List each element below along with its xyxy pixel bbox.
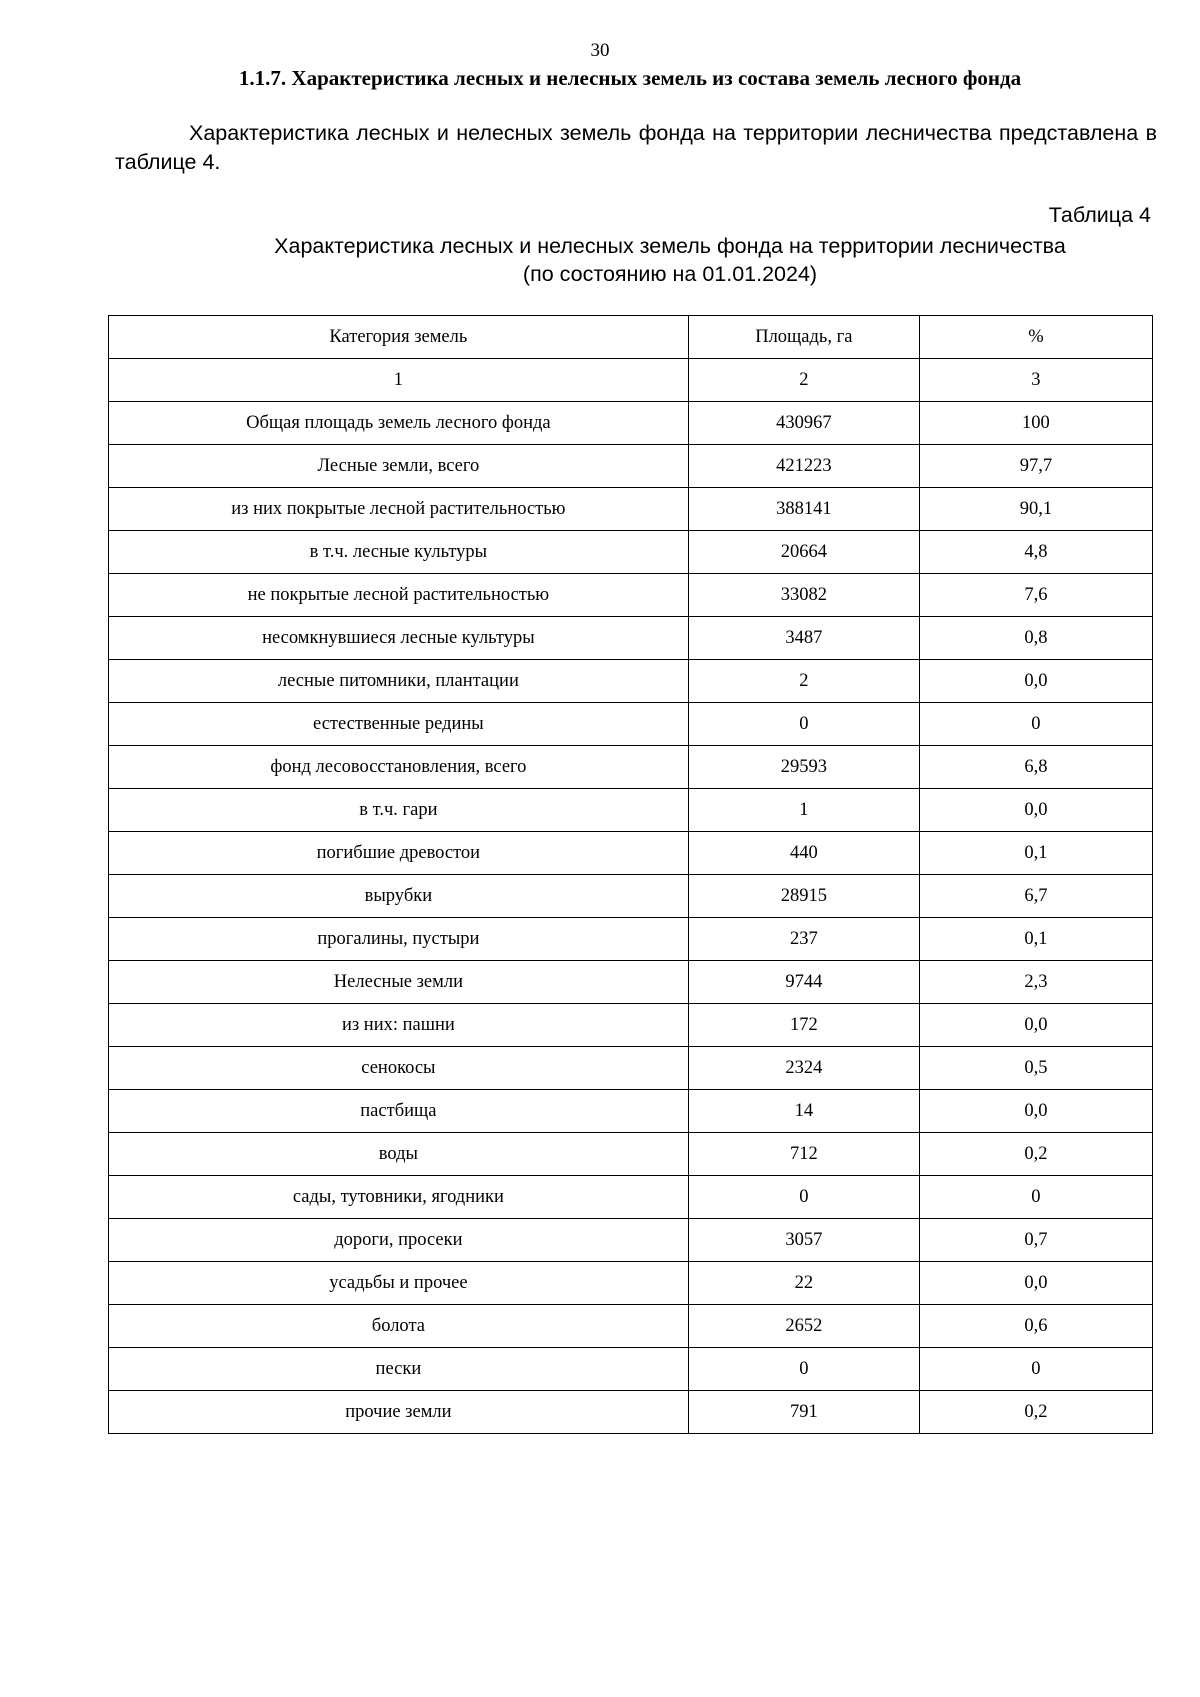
- category-cell: Нелесные земли: [109, 961, 689, 1004]
- header-area: Площадь, га: [688, 316, 919, 359]
- table-row: [109, 1391, 1153, 1434]
- percent-cell: 0,0: [919, 1090, 1152, 1133]
- table-row: [109, 746, 1153, 789]
- percent-cell: 0,6: [919, 1305, 1152, 1348]
- table-row: [109, 445, 1153, 488]
- category-cell: в т.ч. гари: [109, 789, 689, 832]
- area-cell: 421223: [688, 445, 919, 488]
- percent-cell: 0,0: [919, 660, 1152, 703]
- category-cell: болота: [109, 1305, 689, 1348]
- category-cell: дороги, просеки: [109, 1219, 689, 1262]
- percent-cell: 0,1: [919, 918, 1152, 961]
- area-cell: 9744: [688, 961, 919, 1004]
- area-cell: 22: [688, 1262, 919, 1305]
- area-cell: 172: [688, 1004, 919, 1047]
- table-row: [109, 617, 1153, 660]
- area-cell: 3487: [688, 617, 919, 660]
- table-caption-date: (по состоянию на 01.01.2024): [522, 262, 818, 286]
- area-cell: 430967: [688, 402, 919, 445]
- table-row: [109, 574, 1153, 617]
- percent-cell: 4,8: [919, 531, 1152, 574]
- area-cell: 237: [688, 918, 919, 961]
- percent-cell: 7,6: [919, 574, 1152, 617]
- area-cell: 33082: [688, 574, 919, 617]
- table-row: [109, 1176, 1153, 1219]
- table-row: [109, 1348, 1153, 1391]
- table-row: [109, 789, 1153, 832]
- percent-cell: 2,3: [919, 961, 1152, 1004]
- table-row: [109, 703, 1153, 746]
- table-row: [109, 488, 1153, 531]
- category-cell: сады, тутовники, ягодники: [109, 1176, 689, 1219]
- category-cell: несомкнувшиеся лесные культуры: [109, 617, 689, 660]
- area-cell: 0: [688, 703, 919, 746]
- table-row: [109, 1305, 1153, 1348]
- area-cell: 0: [688, 1176, 919, 1219]
- table-row: [109, 832, 1153, 875]
- percent-cell: 0: [919, 703, 1152, 746]
- category-cell: фонд лесовосстановления, всего: [109, 746, 689, 789]
- column-number: 3: [919, 359, 1152, 402]
- table-row: [109, 1090, 1153, 1133]
- area-cell: 388141: [688, 488, 919, 531]
- area-cell: 29593: [688, 746, 919, 789]
- land-category-table: [108, 315, 1153, 1434]
- category-cell: прочие земли: [109, 1391, 689, 1434]
- column-number-row: [109, 359, 1153, 402]
- percent-cell: 0,7: [919, 1219, 1152, 1262]
- area-cell: 3057: [688, 1219, 919, 1262]
- category-cell: вырубки: [109, 875, 689, 918]
- intro-paragraph: Характеристика лесных и нелесных земель фонда на территории лесничества представлена в таблице 4.: [115, 121, 1157, 174]
- area-cell: 440: [688, 832, 919, 875]
- column-number: 1: [109, 359, 689, 402]
- percent-cell: 0,2: [919, 1391, 1152, 1434]
- table-label: Таблица 4: [1048, 203, 1151, 227]
- header-category: Категория земель: [109, 316, 689, 359]
- table-header-row: [109, 316, 1153, 359]
- area-cell: 1: [688, 789, 919, 832]
- percent-cell: 6,8: [919, 746, 1152, 789]
- area-cell: 2324: [688, 1047, 919, 1090]
- table-row: [109, 1262, 1153, 1305]
- area-cell: 20664: [688, 531, 919, 574]
- table-row: [109, 402, 1153, 445]
- page-number: 30: [590, 40, 610, 61]
- category-cell: лесные питомники, плантации: [109, 660, 689, 703]
- table-row: [109, 918, 1153, 961]
- category-cell: воды: [109, 1133, 689, 1176]
- percent-cell: 0,1: [919, 832, 1152, 875]
- percent-cell: 6,7: [919, 875, 1152, 918]
- category-cell: прогалины, пустыри: [109, 918, 689, 961]
- category-cell: из них покрытые лесной растительностью: [109, 488, 689, 531]
- table-caption: [110, 232, 1200, 288]
- table-row: [109, 961, 1153, 1004]
- percent-cell: 0: [919, 1348, 1152, 1391]
- category-cell: пески: [109, 1348, 689, 1391]
- percent-cell: 0,5: [919, 1047, 1152, 1090]
- category-cell: погибшие древостои: [109, 832, 689, 875]
- percent-cell: 100: [919, 402, 1152, 445]
- table-row: [109, 1219, 1153, 1262]
- area-cell: 712: [688, 1133, 919, 1176]
- table-row: [109, 1133, 1153, 1176]
- table-row: [109, 1047, 1153, 1090]
- area-cell: 2652: [688, 1305, 919, 1348]
- table-row: [109, 1004, 1153, 1047]
- header-percent: %: [919, 316, 1152, 359]
- area-cell: 14: [688, 1090, 919, 1133]
- category-cell: не покрытые лесной растительностью: [109, 574, 689, 617]
- table-row: [109, 875, 1153, 918]
- table-row: [109, 531, 1153, 574]
- percent-cell: 0,0: [919, 1004, 1152, 1047]
- area-cell: 791: [688, 1391, 919, 1434]
- category-cell: естественные редины: [109, 703, 689, 746]
- category-cell: сенокосы: [109, 1047, 689, 1090]
- percent-cell: 0,0: [919, 789, 1152, 832]
- area-cell: 2: [688, 660, 919, 703]
- section-heading: 1.1.7. Характеристика лесных и нелесных земель из состава земель лесного фонда: [238, 66, 1022, 90]
- percent-cell: 0,8: [919, 617, 1152, 660]
- category-cell: Общая площадь земель лесного фонда: [109, 402, 689, 445]
- percent-cell: 90,1: [919, 488, 1152, 531]
- area-cell: 0: [688, 1348, 919, 1391]
- category-cell: в т.ч. лесные культуры: [109, 531, 689, 574]
- category-cell: пастбища: [109, 1090, 689, 1133]
- table-row: [109, 660, 1153, 703]
- table-caption-title: Характеристика лесных и нелесных земель фонда на территории лесничества: [274, 234, 1066, 258]
- percent-cell: 0: [919, 1176, 1152, 1219]
- category-cell: Лесные земли, всего: [109, 445, 689, 488]
- category-cell: усадьбы и прочее: [109, 1262, 689, 1305]
- percent-cell: 0,2: [919, 1133, 1152, 1176]
- column-number: 2: [688, 359, 919, 402]
- percent-cell: 97,7: [919, 445, 1152, 488]
- percent-cell: 0,0: [919, 1262, 1152, 1305]
- category-cell: из них: пашни: [109, 1004, 689, 1047]
- area-cell: 28915: [688, 875, 919, 918]
